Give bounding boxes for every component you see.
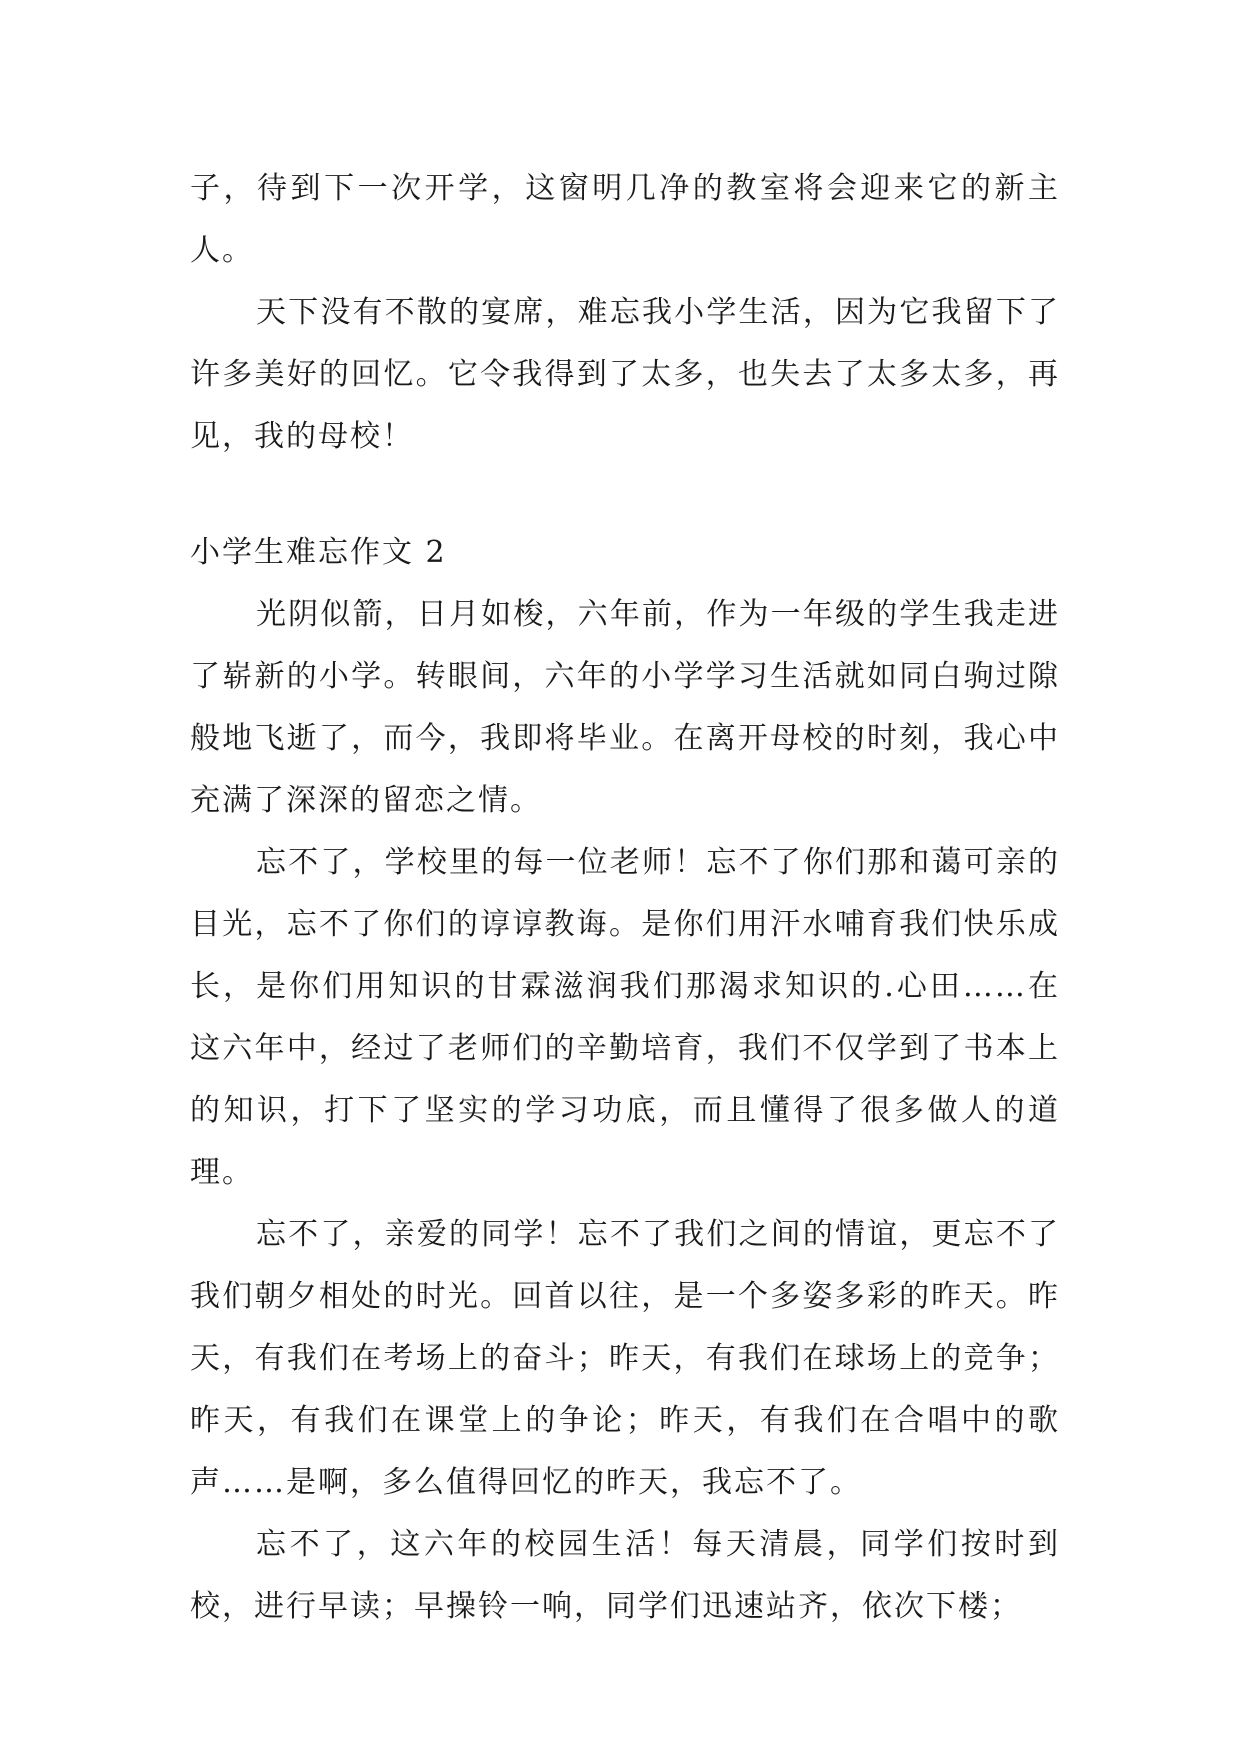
paragraph-classmates: 忘不了，亲爱的同学！忘不了我们之间的情谊，更忘不了我们朝夕相处的时光。回首以往，是一个多姿多彩的昨天。昨天，有我们在考场上的奋斗；昨天，有我们在球场上的竞争；昨天，有我们在课堂上的争论；昨天，有我们在合唱中的歌声……是啊，多么值得回忆的昨天，我忘不了。 [190, 1217, 1060, 1500]
paragraph-continuation: 子，待到下一次开学，这窗明几净的教室将会迎来它的新主人。 [190, 171, 1060, 268]
paragraph-time-flies: 光阴似箭，日月如梭，六年前，作为一年级的学生我走进了崭新的小学。转眼间，六年的小学学习生活就如同白驹过隙般地飞逝了，而今，我即将毕业。在离开母校的时刻，我心中充满了深深的留恋之情。 [190, 597, 1060, 818]
paragraph-farewell: 天下没有不散的宴席，难忘我小学生活，因为它我留下了许多美好的回忆。它令我得到了太多，也失去了太多太多，再见，我的母校！ [190, 295, 1060, 454]
section-title: 小学生难忘作文 2 [190, 535, 447, 570]
paragraph-teachers: 忘不了，学校里的每一位老师！忘不了你们那和蔼可亲的目光，忘不了你们的谆谆教诲。是你们用汗水哺育我们快乐成长，是你们用知识的甘霖滋润我们那渴求知识的.心田……在这六年中，经过了老师们的辛勤培育，我们不仅学到了书本上的知识，打下了坚实的学习功底，而且懂得了很多做人的道理。 [190, 845, 1060, 1190]
document-body [190, 158, 1060, 1638]
paragraph-campus-life: 忘不了，这六年的校园生活！每天清晨，同学们按时到校，进行早读；早操铃一响，同学们迅速站齐，依次下楼； [190, 1527, 1060, 1624]
